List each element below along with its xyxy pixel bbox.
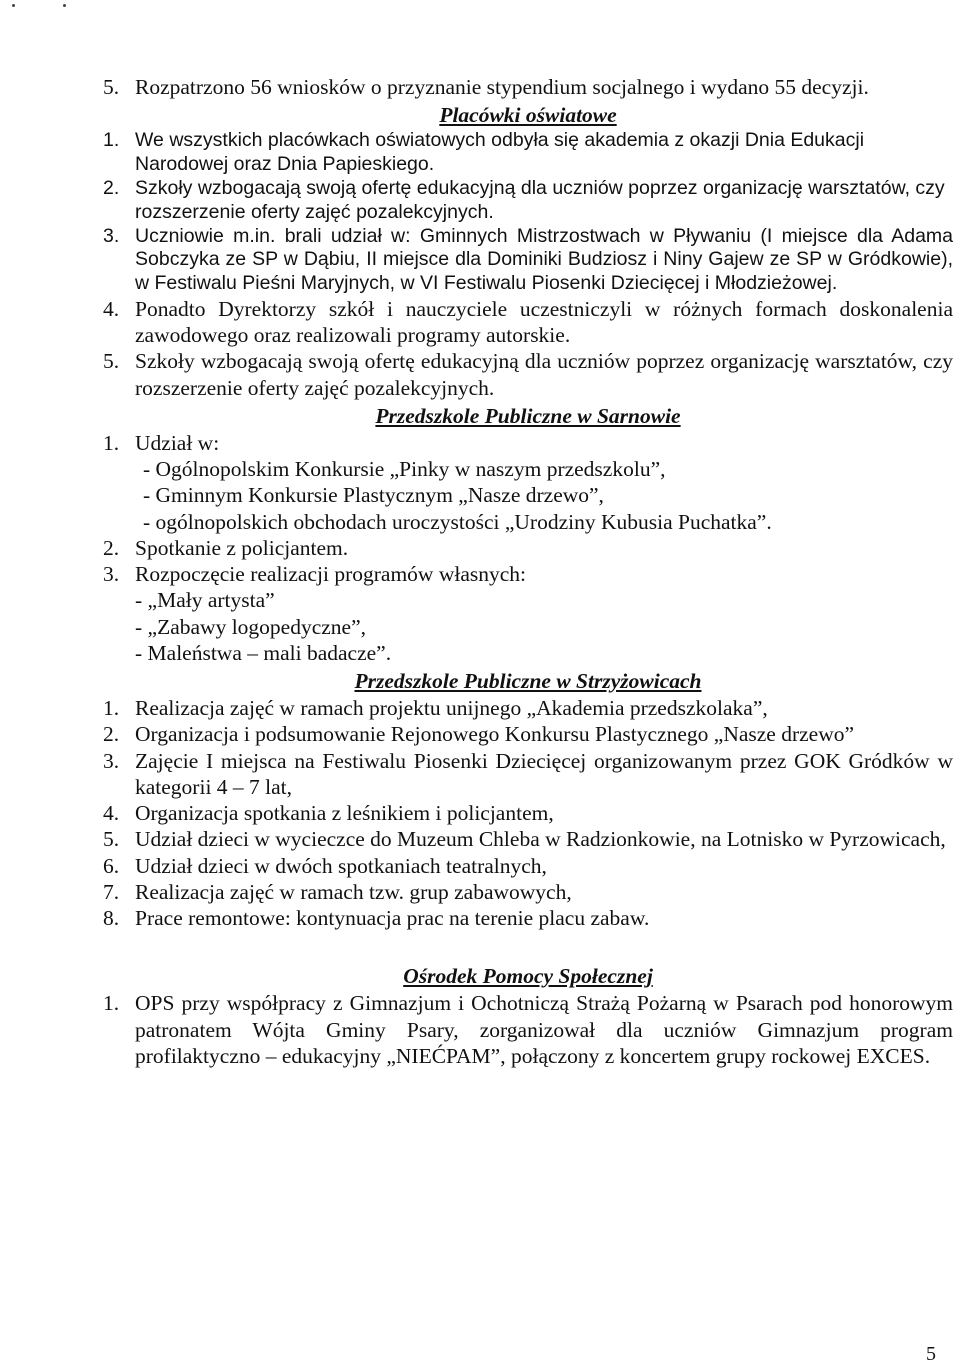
item-text: Udział dzieci w wycieczce do Muzeum Chleba w Radzionkowie, na Lotnisko w Pyrzowicach, <box>135 827 946 852</box>
item-text: Szkoły wzbogacają swoją ofertę edukacyjną dla uczniów poprzez organizację warsztatów, czy rozszerzenie oferty zajęć pozalekcyjnych. <box>135 349 953 400</box>
item-number: 3. <box>103 748 120 773</box>
list-item <box>103 721 953 747</box>
list-item <box>103 535 953 561</box>
list-item <box>103 853 953 879</box>
section-heading: Ośrodek Pomocy Społecznej <box>403 964 653 989</box>
sub-item: - „Zabawy logopedyczne”, <box>135 614 367 639</box>
scan-mark <box>63 4 66 7</box>
sub-item: - Gminnym Konkursie Plastycznym „Nasze drzewo”, <box>143 483 604 508</box>
list-item <box>103 905 953 931</box>
sub-item: - Maleństwa – mali badacze”. <box>135 640 392 665</box>
item-text: Zajęcie I miejsca na Festiwalu Piosenki Dziecięcej organizowanym przez GOK Gródków w kategorii 4 – 7 lat, <box>135 748 953 799</box>
list-item <box>103 225 953 296</box>
item-number: 7. <box>103 879 120 904</box>
list-item <box>103 74 953 100</box>
list-item <box>103 990 953 1069</box>
section-heading: Przedszkole Publiczne w Strzyżowicach <box>354 668 702 693</box>
item-number: 2. <box>103 722 120 747</box>
item-text: Spotkanie z policjantem. <box>135 535 349 560</box>
section-heading: Placówki oświatowe <box>439 103 617 128</box>
item-text: We wszystkich placówkach oświatowych odbyła się akademia z okazji Dnia Edukacji Narodowej oraz Dnia Papieskiego. <box>135 129 865 176</box>
list-item <box>103 296 953 348</box>
item-number: 5. <box>103 827 120 852</box>
item-text: Rozpatrzono 56 wniosków o przyznanie stypendium socjalnego i wydano 55 decyzji. <box>135 75 869 99</box>
item-text: Realizacja zajęć w ramach projektu unijnego „Akademia przedszkolaka”, <box>135 696 768 721</box>
list-item <box>103 879 953 905</box>
list-item <box>103 348 953 400</box>
item-number: 1. <box>103 129 120 152</box>
item-number: 3. <box>103 562 120 587</box>
item-text: Realizacja zajęć w ramach tzw. grup zabawowych, <box>135 879 572 904</box>
sub-item: - „Mały artysta” <box>135 588 275 613</box>
item-text: Organizacja i podsumowanie Rejonowego Konkursu Plastycznego „Nasze drzewo” <box>135 722 855 747</box>
sub-item: - Ogólnopolskim Konkursie „Pinky w naszym przedszkolu”, <box>143 457 666 482</box>
item-text: Szkoły wzbogacają swoją ofertę edukacyjną dla uczniów poprzez organizację warsztatów, czy rozszerzenie oferty zajęć pozalekcyjnych. <box>135 177 945 223</box>
section-placowki-list-cont <box>103 296 953 401</box>
list-item <box>103 695 953 721</box>
sub-item: - ogólnopolskich obchodach uroczystości „Urodziny Kubusia Puchatka”. <box>143 509 772 534</box>
document-page <box>103 74 953 1069</box>
list-item <box>103 561 953 587</box>
item-number: 2. <box>103 177 120 199</box>
item-text: Organizacja spotkania z leśnikiem i policjantem, <box>135 801 554 826</box>
list-item <box>103 800 953 826</box>
item-number: 5. <box>103 349 120 374</box>
scan-mark <box>12 4 15 7</box>
item-number: 1. <box>103 431 120 455</box>
item-text: Prace remontowe: kontynuacja prac na terenie placu zabaw. <box>135 905 650 930</box>
page-number: 5 <box>926 1342 936 1365</box>
item-number: 1. <box>103 696 120 721</box>
item-number: 4. <box>103 801 120 826</box>
item-number: 6. <box>103 853 120 878</box>
item-number: 5. <box>103 75 120 99</box>
list-item <box>103 129 953 177</box>
list-item <box>103 177 953 225</box>
item-text: Uczniowie m.in. brali udział w: Gminnych Mistrzostwach w Pływaniu (I miejsce dla Adama Sobczyka ze SP w Dąbiu, II miejsce dla Dominiki Budziosz i Niny Gajew ze SP w Gródkowie), w Festiwalu Pieśni Maryjnych, w VI Festiwalu Piosenki Dziecięcej i Młodzieżowej. <box>135 224 953 295</box>
section-placowki-list <box>103 129 953 295</box>
list-item <box>103 826 953 852</box>
spacer <box>103 931 953 961</box>
list-item <box>103 430 953 456</box>
item-number: 3. <box>103 224 120 247</box>
item-text: Rozpoczęcie realizacji programów własnych: <box>135 562 526 587</box>
item-number: 1. <box>103 991 120 1016</box>
item-text: Udział dzieci w dwóch spotkaniach teatralnych, <box>135 853 547 878</box>
item-text: Ponadto Dyrektorzy szkół i nauczyciele uczestniczyli w różnych formach doskonalenia zawodowego oraz realizowali programy autorskie. <box>135 296 953 348</box>
item-number: 8. <box>103 905 120 930</box>
section-heading: Przedszkole Publiczne w Sarnowie <box>375 403 681 428</box>
item-text: OPS przy współpracy z Gimnazjum i Ochotniczą Strażą Pożarną w Psarach pod honorowym patronatem Wójta Gminy Psary, zorganizował dla uczniów Gimnazjum program profilaktyczno – edukacyjny „NIEĆPAM”, połączony z koncertem grupy rockowej EXCES. <box>135 991 953 1068</box>
item-number: 2. <box>103 535 120 560</box>
list-item <box>103 748 953 800</box>
item-number: 4. <box>103 296 120 321</box>
item-text: Udział w: <box>135 431 220 455</box>
